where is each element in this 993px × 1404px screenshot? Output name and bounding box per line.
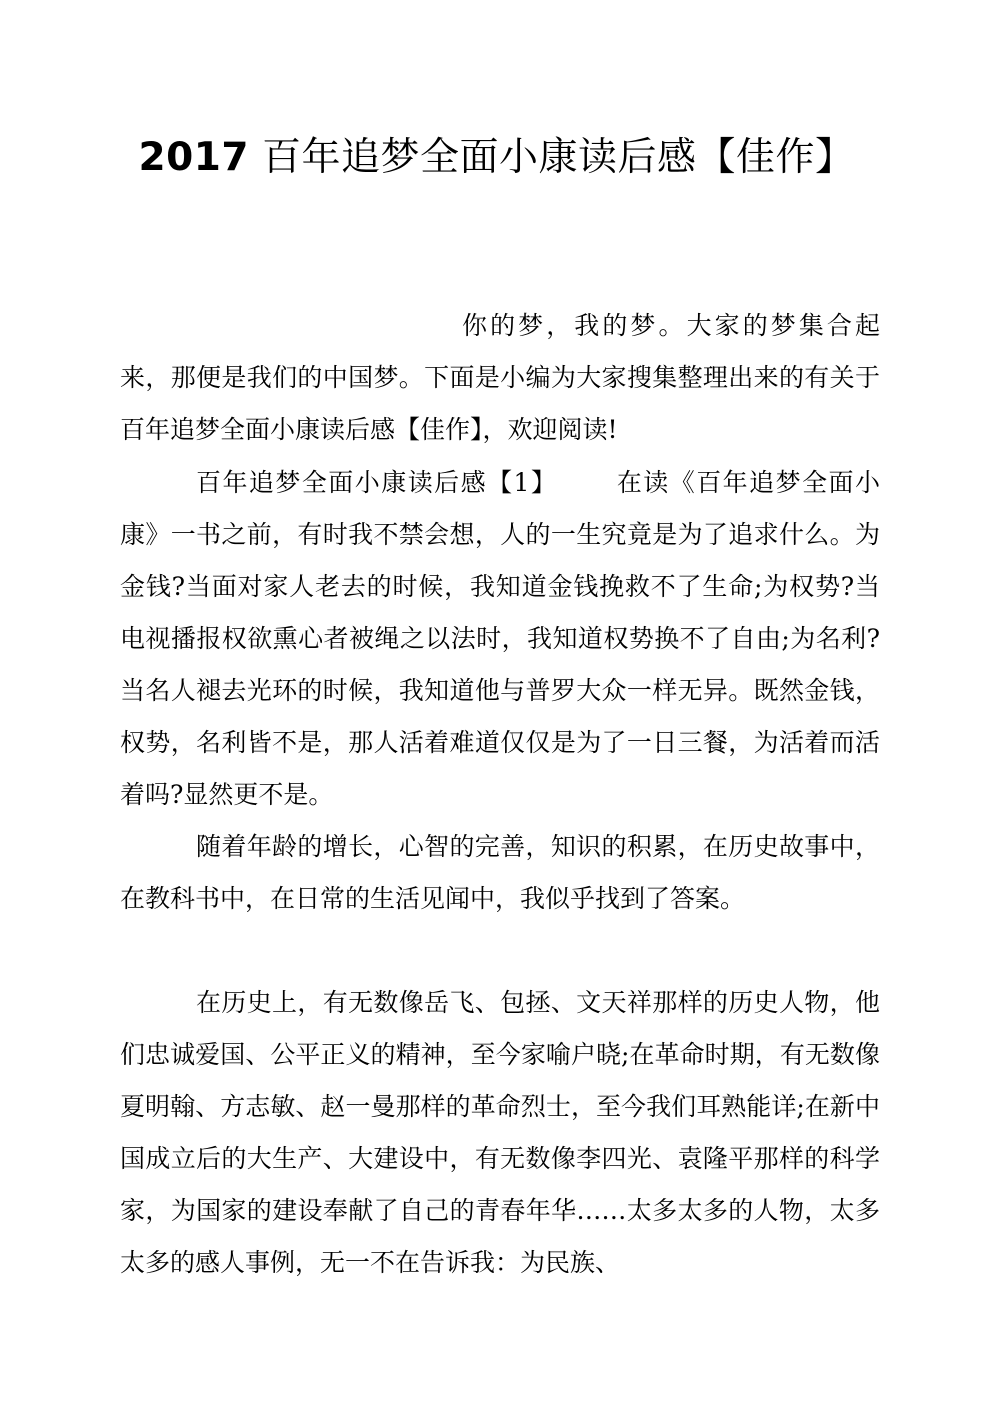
body-paragraph-growth: 随着年龄的增长，心智的完善，知识的积累，在历史故事中，在教科书中，在日常的生活见闻中，我似乎找到了答案。	[120, 832, 880, 913]
body-paragraph-history: 在历史上，有无数像岳飞、包拯、文天祥那样的历史人物，他们忠诚爱国、公平正义的精神，至今家喻户晓;在革命时期，有无数像夏明翰、方志敏、赵一曼那样的革命烈士，至今我们耳熟能详;在新中国成立后的大生产、大建设中，有无数像李四光、袁隆平那样的科学家，为国家的建设奉献了自己的青春年华……太多太多的人物，太多太多的感人事例，无一不在告诉我：为民族、	[120, 988, 880, 1277]
section-heading: 百年追梦全面小康读后感【1】	[196, 468, 558, 497]
intro-paragraph: 你的梦，我的梦。大家的梦集合起来，那便是我们的中国梦。下面是小编为大家搜集整理出来的有关于百年追梦全面小康读后感【佳作】，欢迎阅读!	[120, 311, 880, 444]
title-year: 2017	[138, 135, 250, 180]
title-text: 百年追梦全面小康读后感【佳作】	[249, 135, 855, 180]
document-title	[0, 128, 993, 188]
section-body: 在读《百年追梦全面小康》一书之前，有时我不禁会想，人的一生究竟是为了追求什么。为金钱?当面对家人老去的时候，我知道金钱挽救不了生命;为权势?当电视播报权欲熏心者被绳之以法时，我知道权势换不了自由;为名利?当名人褪去光环的时候，我知道他与普罗大众一样无异。既然金钱，权势，名利皆不是，那人活着难道仅仅是为了一日三餐，为活着而活着吗?显然更不是。	[120, 468, 880, 809]
section-paragraph	[120, 457, 880, 821]
